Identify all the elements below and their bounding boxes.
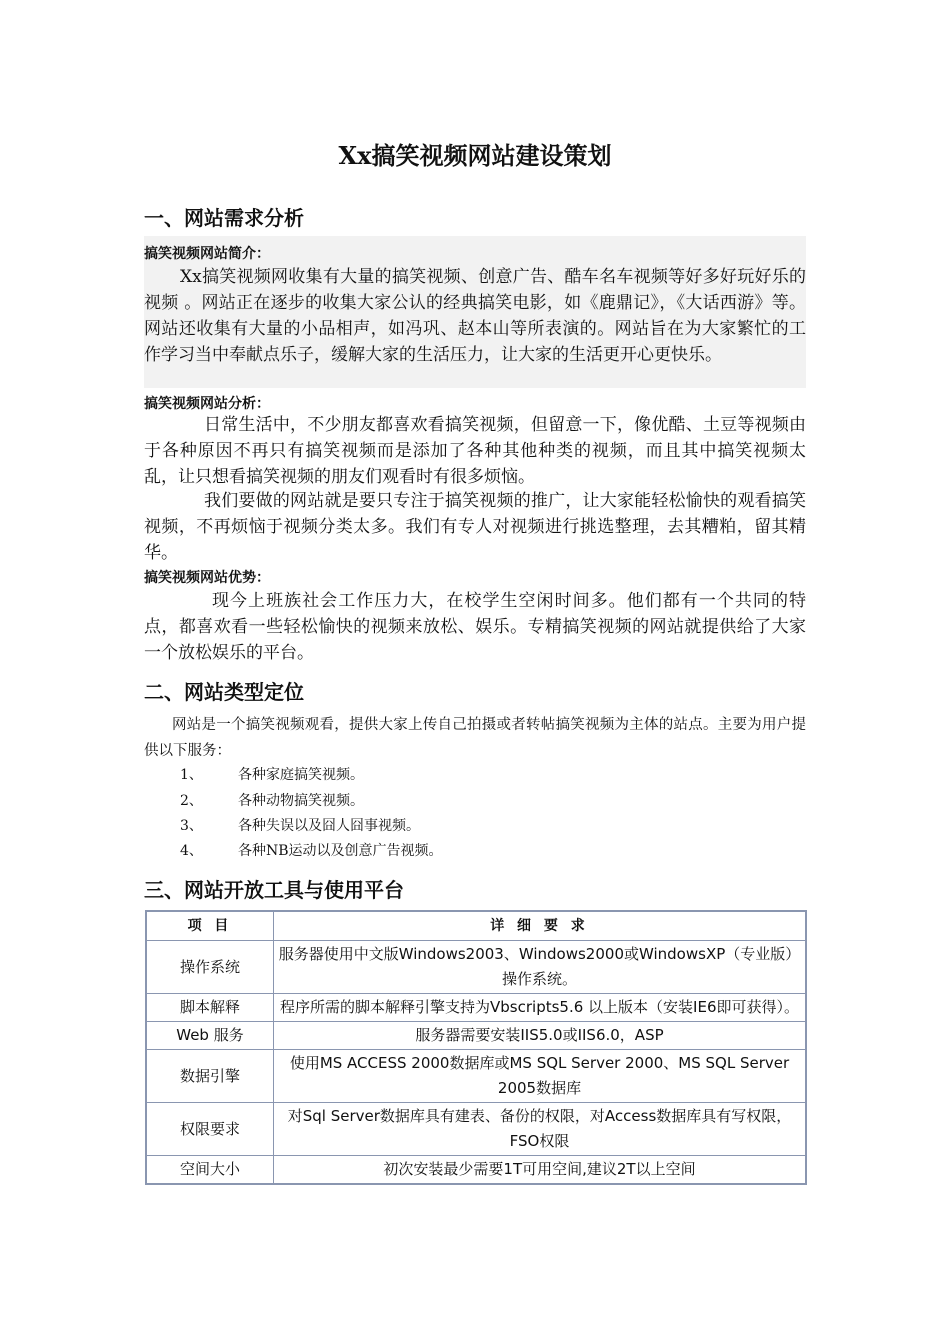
intro-label: 搞笑视频网站简介： [144,246,270,262]
analysis-paragraph-1: 日常生活中，不少朋友都喜欢看搞笑视频，但留意一下，像优酷、土豆等视频由于各种原因不再只有搞笑视频而是添加了各种其他种类的视频，而且其中搞笑视频太乱，让只想看搞笑视频的朋友们观看时有很多烦恼。 [144,415,806,487]
table-row: 数据引擎 使用MS ACCESS 2000数据库或MS SQL Server 2000、MS SQL Server 2005数据库 [146,1050,806,1103]
table-row: 空间大小 初次安装最少需要1T可用空间,建议2T以上空间 [146,1156,806,1185]
analysis-paragraph-2: 我们要做的网站就是要只专注于搞笑视频的推广，让大家能轻松愉快的观看搞笑视频，不再烦恼于视频分类太多。我们有专人对视频进行挑选整理，去其糟粕，留其精华。 [144,491,806,563]
section3-heading: 三、网站开放工具与使用平台 [144,878,404,902]
table-header-detail: 详 细 要 求 [274,911,807,941]
section1-heading: 一、网站需求分析 [144,206,304,230]
list-item: 2、 各种动物搞笑视频。 [180,793,364,809]
list-item: 4、 各种NB运动以及创意广告视频。 [180,843,443,859]
table-header-item: 项 目 [146,911,274,941]
list-item: 3、 各种失误以及囧人囧事视频。 [180,818,420,834]
table-row: 操作系统 服务器使用中文版Windows2003、Windows2000或WindowsXP（专业版）操作系统。 [146,941,806,994]
advantage-label: 搞笑视频网站优势： [144,570,270,586]
intro-text: Xx搞笑视频网收集有大量的搞笑视频、创意广告、酷车名车视频等好多好玩好乐的视频 。网站正在逐步的收集大家公认的经典搞笑电影，如《鹿鼎记》，《大话西游》等。网站还收集有大量的小品相声，如冯巩、赵本山等所表演的。网站旨在为大家繁忙的工作学习当中奉献点乐子，缓解大家的生活压力，让大家的生活更开心更快乐。 [144,267,806,365]
advantage-text: 现今上班族社会工作压力大，在校学生空闲时间多。他们都有一个共同的特点，都喜欢看一些轻松愉快的视频来放松、娱乐。专精搞笑视频的网站就提供给了大家一个放松娱乐的平台。 [144,591,806,663]
table-row: 权限要求 对Sql Server数据库具有建表、备份的权限，对Access数据库具有写权限，FSO权限 [146,1103,806,1156]
table-header-row [146,911,806,941]
list-item: 1、 各种家庭搞笑视频。 [180,767,364,783]
requirements-table [145,910,807,1185]
page-title: Xx搞笑视频网站建设策划 [338,141,612,170]
table-row: Web 服务 服务器需要安装IIS5.0或IIS6.0，ASP [146,1022,806,1050]
section2-text: 网站是一个搞笑视频观看，提供大家上传自己拍摄或者转帖搞笑视频为主体的站点。主要为用户提供以下服务： [144,717,806,759]
table-row: 脚本解释 程序所需的脚本解释引擎支持为Vbscripts5.6 以上版本（安装IE6即可获得）。 [146,994,806,1022]
analysis-label: 搞笑视频网站分析： [144,396,270,412]
section2-heading: 二、网站类型定位 [144,680,304,704]
